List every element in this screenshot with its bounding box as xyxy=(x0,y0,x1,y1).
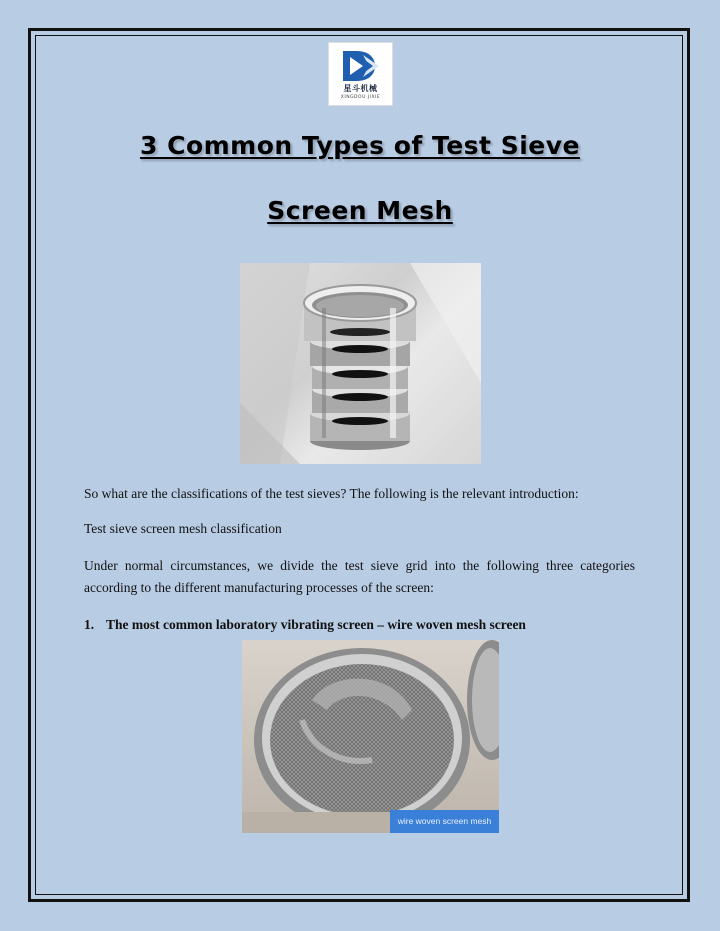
page-title-line2: Screen Mesh xyxy=(267,196,453,225)
categories-paragraph: Under normal circumstances, we divide the test sieve grid into the following three categories according to the different manufacturing processes of the screen: xyxy=(84,558,635,595)
test-sieve-stack-photo xyxy=(240,263,481,464)
intro-paragraph: So what are the classifications of the test sieves? The following is the relevant introduction: xyxy=(84,486,579,501)
classification-paragraph: Test sieve screen mesh classification xyxy=(84,521,282,536)
photo-caption: wire woven screen mesh xyxy=(390,810,499,833)
list-item-number: 1. xyxy=(84,617,95,632)
list-item-text: The most common laboratory vibrating screen – wire woven mesh screen xyxy=(106,617,526,632)
list-item-1 xyxy=(84,617,526,633)
page-title-line1: 3 Common Types of Test Sieve xyxy=(140,131,580,160)
wire-woven-mesh-photo xyxy=(242,640,499,833)
logo-mark-icon xyxy=(341,49,381,83)
logo-brand-en: XINGDOU JIXIE xyxy=(340,95,381,100)
company-logo xyxy=(328,42,393,106)
logo-brand-cn: 星斗机械 xyxy=(343,84,378,93)
